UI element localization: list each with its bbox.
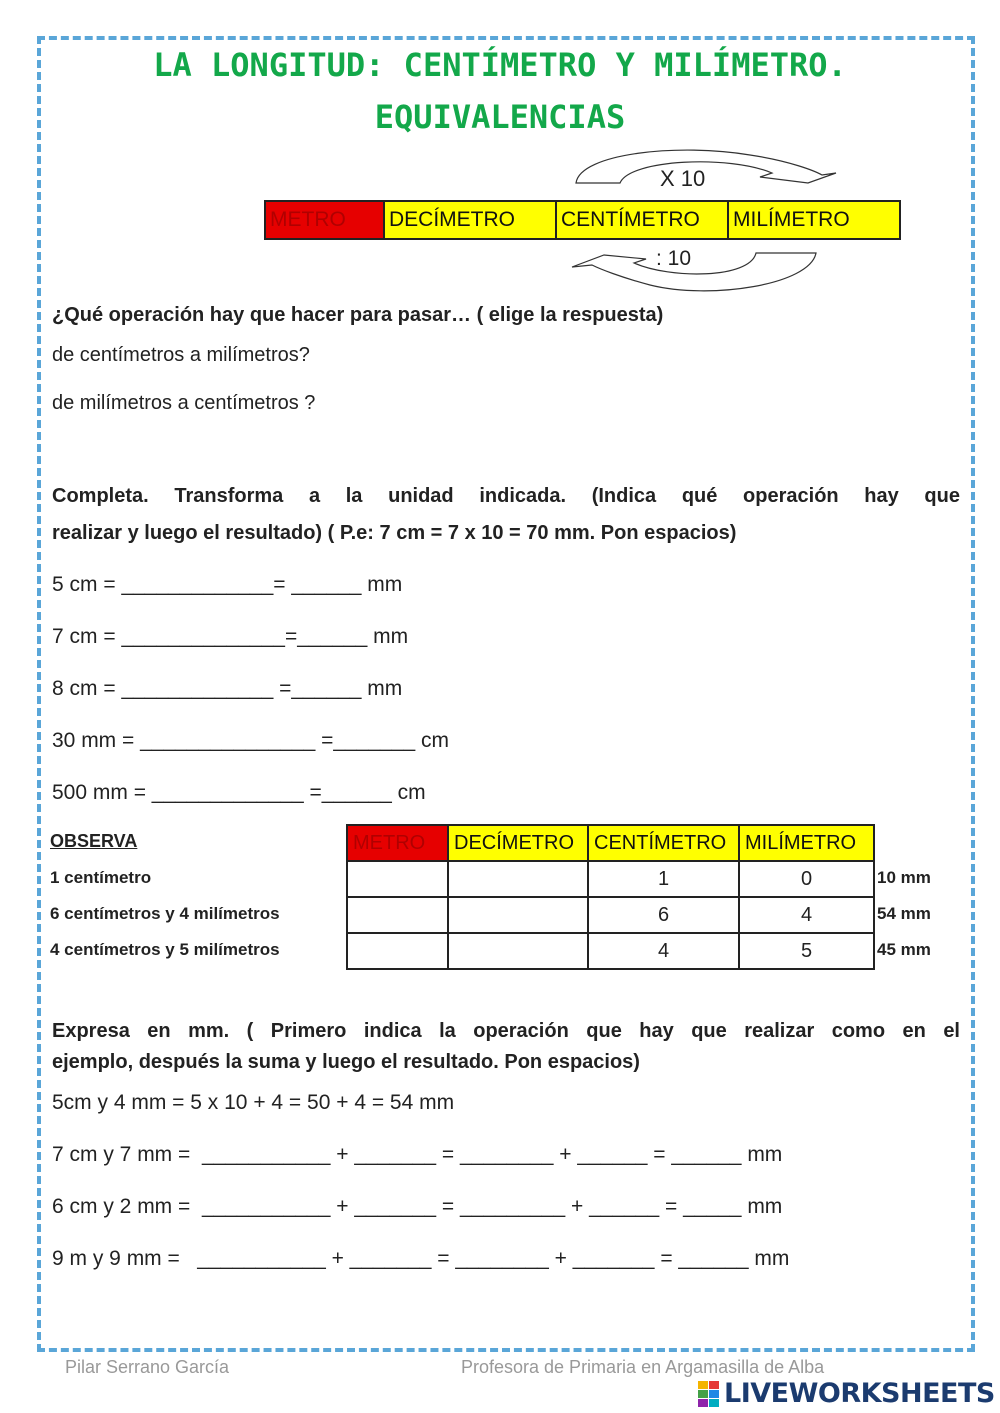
unit-milimetro: MILÍMETRO	[728, 201, 900, 239]
divide-arrow-icon	[572, 253, 816, 291]
units-table	[264, 200, 901, 240]
table-cell	[448, 897, 588, 933]
table-row	[347, 933, 874, 969]
liveworksheets-logo-icon	[698, 1381, 720, 1407]
observa-heading: OBSERVA	[50, 831, 138, 851]
observa-label-1: 1 centímetro	[50, 868, 152, 887]
exercise-7cm[interactable]: 7 cm = ______________=______ mm	[52, 625, 409, 648]
multiply-label: X 10	[660, 166, 706, 191]
table-cell: 1	[588, 861, 739, 897]
table-cell: 4	[588, 933, 739, 969]
completa-instructions-line1: Completa. Transforma a la unidad indicada. (Indica qué operación hay que	[52, 485, 960, 507]
table-cell	[347, 897, 448, 933]
obs-header-milimetro: MILÍMETRO	[739, 825, 874, 861]
obs-header-centimetro: CENTÍMETRO	[588, 825, 739, 861]
question-item-mm-to-cm[interactable]: de milímetros a centímetros ?	[52, 392, 316, 414]
multiply-arrow-icon	[576, 150, 836, 183]
title-line-1: LA LONGITUD: CENTÍMETRO Y MILÍMETRO.	[153, 46, 847, 84]
question-heading: ¿Qué operación hay que hacer para pasar… ( elige la respuesta)	[52, 304, 664, 326]
observa-label-3: 4 centímetros y 5 milímetros	[50, 940, 280, 959]
exercise-30mm[interactable]: 30 mm = _______________ =_______ cm	[52, 729, 449, 752]
exercise-8cm[interactable]: 8 cm = _____________ =______ mm	[52, 677, 403, 700]
expresa-exercise-9m[interactable]: 9 m y 9 mm = ___________ + _______ = ________ + _______ = ______ mm	[52, 1247, 790, 1270]
obs-header-decimetro: DECÍMETRO	[448, 825, 588, 861]
observa-table	[346, 824, 875, 970]
observa-result-2: 54 mm	[877, 904, 931, 923]
completa-instructions-line2: realizar y luego el resultado) ( P.e: 7 cm = 7 x 10 = 70 mm. Pon espacios)	[52, 522, 737, 544]
expresa-exercise-6cm[interactable]: 6 cm y 2 mm = ___________ + _______ = _________ + ______ = _____ mm	[52, 1195, 783, 1218]
exercise-5cm[interactable]: 5 cm = _____________= ______ mm	[52, 573, 403, 596]
table-cell: 4	[739, 897, 874, 933]
observa-label-2: 6 centímetros y 4 milímetros	[50, 904, 280, 923]
liveworksheets-brand[interactable]: LIVEWORKSHEETS	[724, 1378, 995, 1409]
question-item-cm-to-mm[interactable]: de centímetros a milímetros?	[52, 344, 310, 366]
table-cell: 0	[739, 861, 874, 897]
expresa-instructions-line2: ejemplo, después la suma y luego el resultado. Pon espacios)	[52, 1051, 640, 1073]
table-cell	[347, 933, 448, 969]
exercise-500mm[interactable]: 500 mm = _____________ =______ cm	[52, 781, 426, 804]
divide-label: : 10	[656, 247, 692, 270]
observa-result-3: 45 mm	[877, 940, 931, 959]
expresa-instructions-line1: Expresa en mm. ( Primero indica la operación que hay que realizar como en el	[52, 1020, 960, 1042]
table-cell	[448, 933, 588, 969]
footer-role: Profesora de Primaria en Argamasilla de Alba	[461, 1357, 825, 1377]
obs-header-metro: METRO	[347, 825, 448, 861]
unit-decimetro: DECÍMETRO	[384, 201, 556, 239]
expresa-example: 5cm y 4 mm = 5 x 10 + 4 = 50 + 4 = 54 mm	[52, 1091, 455, 1114]
table-cell	[347, 861, 448, 897]
unit-centimetro: CENTÍMETRO	[556, 201, 728, 239]
table-cell: 5	[739, 933, 874, 969]
table-row	[347, 861, 874, 897]
footer-author: Pilar Serrano García	[65, 1357, 230, 1377]
table-cell	[448, 861, 588, 897]
table-cell: 6	[588, 897, 739, 933]
observa-result-1: 10 mm	[877, 868, 931, 887]
unit-metro: METRO	[265, 201, 384, 239]
title-line-2: EQUIVALENCIAS	[374, 98, 626, 136]
table-row	[347, 897, 874, 933]
expresa-exercise-7cm[interactable]: 7 cm y 7 mm = ___________ + _______ = ________ + ______ = ______ mm	[52, 1143, 783, 1166]
